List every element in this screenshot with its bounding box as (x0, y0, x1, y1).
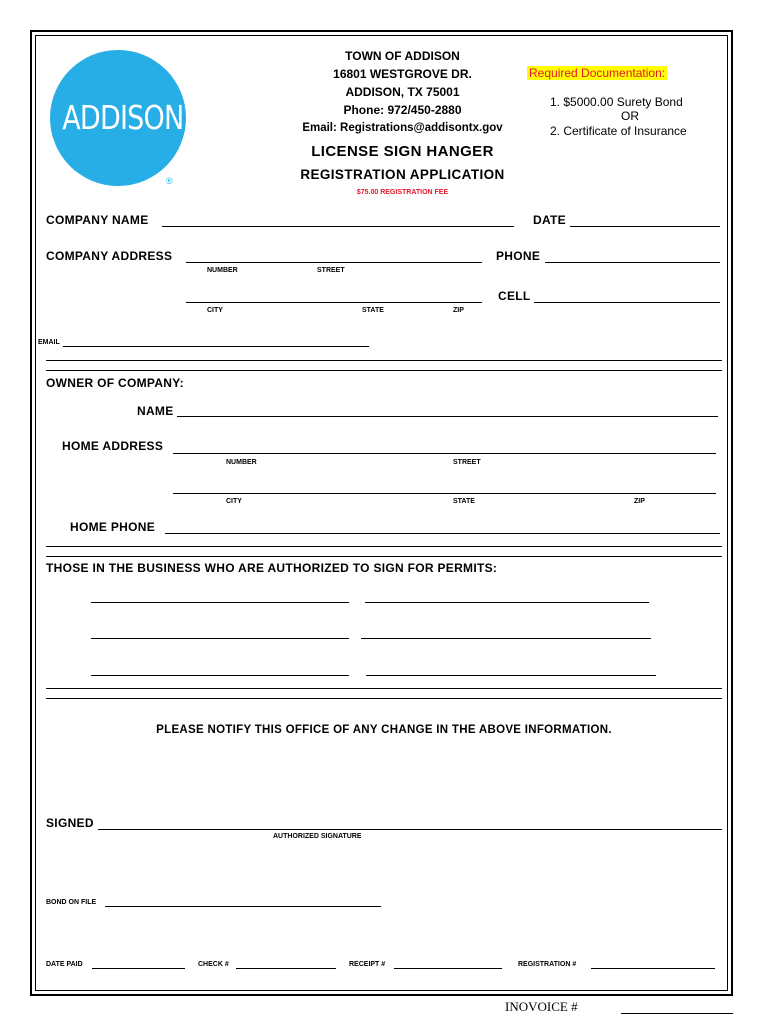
registration-number-field[interactable] (591, 968, 715, 969)
authorized-heading: THOSE IN THE BUSINESS WHO ARE AUTHORIZED TO SIGN FOR PERMITS: (46, 561, 498, 575)
phone-label: PHONE (496, 249, 541, 263)
authorized-signer-field[interactable] (91, 675, 349, 676)
company-name-field[interactable] (162, 226, 514, 227)
header-town: TOWN OF ADDISON (345, 49, 460, 63)
date-field[interactable] (570, 226, 720, 227)
separator (46, 360, 722, 361)
company-name-label: COMPANY NAME (46, 213, 149, 227)
separator (46, 556, 722, 557)
home-address-field[interactable] (173, 453, 716, 454)
header-street: 16801 WESTGROVE DR. (333, 67, 472, 81)
check-field[interactable] (236, 968, 336, 969)
owner-name-field[interactable] (177, 416, 718, 417)
check-label: CHECK # (198, 961, 229, 968)
authorized-signer-field[interactable] (366, 675, 656, 676)
date-paid-label: DATE PAID (46, 961, 83, 968)
invoice-field[interactable] (621, 1013, 733, 1014)
registration-number-label: REGISTRATION # (518, 961, 577, 968)
owner-name-label: NAME (137, 404, 174, 418)
header-phone: Phone: 972/450-2880 (343, 103, 462, 117)
date-paid-field[interactable] (92, 968, 185, 969)
separator (46, 546, 722, 547)
signature-field[interactable] (98, 829, 722, 830)
home-city-label: CITY (226, 498, 242, 505)
receipt-field[interactable] (394, 968, 502, 969)
home-address-label: HOME ADDRESS (62, 439, 164, 453)
email-field[interactable] (63, 346, 369, 347)
header-email: Email: Registrations@addisontx.gov (302, 122, 503, 134)
required-or: OR (621, 109, 639, 123)
address-street-label: STREET (317, 267, 345, 274)
home-phone-label: HOME PHONE (70, 520, 156, 534)
authorized-signer-field[interactable] (91, 638, 349, 639)
receipt-label: RECEIPT # (349, 961, 386, 968)
cell-label: CELL (498, 289, 531, 303)
company-address-label: COMPANY ADDRESS (46, 249, 173, 263)
authorized-signer-field[interactable] (365, 602, 649, 603)
signed-label: SIGNED (46, 816, 94, 830)
state-label: STATE (362, 307, 384, 314)
owner-heading: OWNER OF COMPANY: (46, 376, 184, 390)
change-notice: PLEASE NOTIFY THIS OFFICE OF ANY CHANGE IN THE ABOVE INFORMATION. (156, 724, 612, 736)
bond-on-file-label: BOND ON FILE (46, 899, 97, 906)
zip-label: ZIP (453, 307, 464, 314)
home-street-label: STREET (453, 459, 481, 466)
authorized-signature-label: AUTHORIZED SIGNATURE (273, 833, 362, 840)
addison-logo (50, 50, 186, 186)
required-item-bond: 1. $5000.00 Surety Bond (550, 95, 683, 109)
required-heading: Required Documentation: (529, 66, 666, 80)
email-label: EMAIL (38, 339, 60, 346)
separator (46, 688, 722, 689)
registered-mark: ® (166, 176, 173, 186)
home-zip-label: ZIP (634, 498, 645, 505)
invoice-label: INOVOICE # (505, 999, 578, 1014)
bond-on-file-field[interactable] (105, 906, 381, 907)
authorized-signer-field[interactable] (91, 602, 349, 603)
header-city: ADDISON, TX 75001 (345, 85, 460, 99)
date-label: DATE (533, 213, 566, 227)
separator (46, 370, 722, 371)
city-label: CITY (207, 307, 223, 314)
form-subtitle: REGISTRATION APPLICATION (300, 167, 505, 182)
form-title: LICENSE SIGN HANGER (311, 143, 494, 160)
separator (46, 698, 722, 699)
phone-field[interactable] (545, 262, 720, 263)
authorized-signer-field[interactable] (361, 638, 651, 639)
logo-text: ADDISON (62, 98, 184, 137)
home-phone-field[interactable] (165, 533, 720, 534)
company-city-state-zip-field[interactable] (186, 302, 482, 303)
home-city-state-zip-field[interactable] (173, 493, 716, 494)
address-number-label: NUMBER (207, 267, 238, 274)
home-number-label: NUMBER (226, 459, 257, 466)
registration-fee: $75.00 REGISTRATION FEE (356, 189, 449, 196)
required-item-insurance: 2. Certificate of Insurance (550, 124, 687, 138)
company-address-field[interactable] (186, 262, 482, 263)
home-state-label: STATE (453, 498, 475, 505)
cell-field[interactable] (534, 302, 720, 303)
